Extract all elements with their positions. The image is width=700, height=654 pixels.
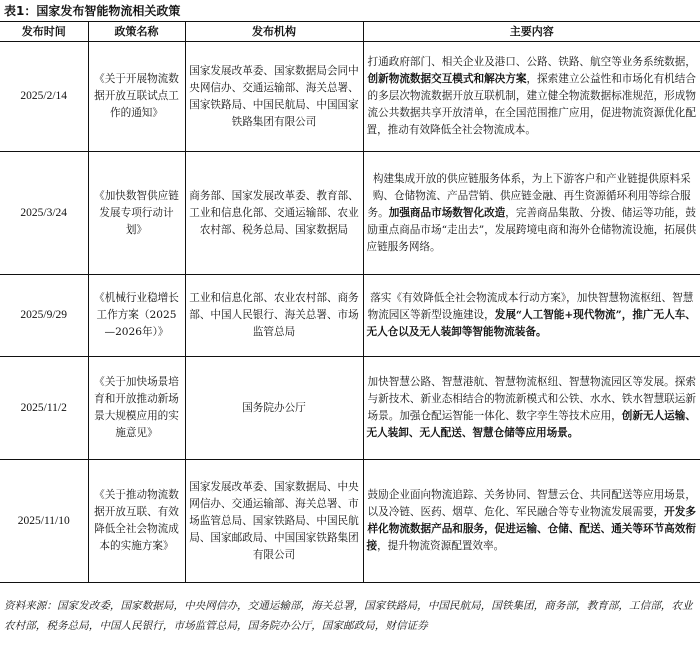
- row-date: 2025/11/10: [0, 460, 88, 583]
- content-text: 鼓励企业面向物流追踪、关务协同、智慧云仓、共同配送等应用场景，以及冷链、医药、烟草、危化、军民融合等专业物流发展需要，: [367, 489, 696, 518]
- table-row: [0, 42, 700, 152]
- table-row: [0, 357, 700, 460]
- content-emphasis: 发展“人工智能+现代物流”，推广无人车、无人仓以及无人装卸等智能物流装备。: [366, 309, 696, 338]
- row-policy-name: 《机械行业稳增长工作方案（2025—2026年）》: [88, 275, 185, 357]
- row-issuer: 国家发展改革委、国家数据局会同中央网信办、交通运输部、海关总署、国家铁路局、中国民航局、中国国家铁路集团有限公司: [185, 42, 363, 152]
- content-emphasis: 创新无人运输、无人装卸、无人配送、智慧仓储等应用场景。: [366, 410, 696, 439]
- row-main-content: [363, 275, 700, 357]
- content-text: 构建集成开放的供应链服务体系，为上下游客户和产业链提供原料采购、仓储物流、产品营销、供应链金融、再生资源循环利用等综合服务。: [367, 172, 691, 219]
- row-main-content: [363, 152, 700, 275]
- row-main-content: [363, 460, 700, 583]
- row-policy-name: 《关于开展物流数据开放互联试点工作的通知》: [88, 42, 185, 152]
- header-policy-name: 政策名称: [88, 22, 185, 42]
- row-date: 2025/9/29: [0, 275, 88, 357]
- row-policy-name: 《关于推动物流数据开放互联、有效降低全社会物流成本的实施方案》: [88, 460, 185, 583]
- table-row: [0, 460, 700, 583]
- row-issuer: 商务部、国家发展改革委、教育部、工业和信息化部、交通运输部、农业农村部、税务总局、国家数据局: [185, 152, 363, 275]
- policy-table: [0, 21, 700, 583]
- row-date: 2025/3/24: [0, 152, 88, 275]
- content-emphasis: 创新物流数据交互模式和解决方案: [367, 73, 527, 85]
- header-date: 发布时间: [0, 22, 88, 42]
- row-main-content: [363, 357, 700, 460]
- row-issuer: 国家发展改革委、国家数据局、中央网信办、交通运输部、海关总署、市场监管总局、国家铁路局、中国民航局、国家邮政局、中国国家铁路集团有限公司: [185, 460, 363, 583]
- table-caption: 表1：国家发布智能物流相关政策: [4, 4, 181, 18]
- content-emphasis: 加强商品市场数智化改造: [388, 206, 506, 219]
- row-main-content: [363, 42, 700, 152]
- row-policy-name: 《关于加快场景培育和开放推动新场景大规模应用的实施意见》: [88, 357, 185, 460]
- table-row: [0, 152, 700, 275]
- content-text: ，提升物流资源配置效率。: [377, 540, 505, 552]
- content-text: 加快智慧公路、智慧港航、智慧物流枢纽、智慧物流园区等发展。探索与新技术、新业态相结合的物流新模式和公铁、水水、铁水智慧联运新场景。加强仓配运智能一体化、数字孪生等技术应用，: [367, 376, 696, 422]
- header-issuer: 发布机构: [185, 22, 363, 42]
- content-text: 打通政府部门、相关企业及港口、公路、铁路、航空等业务系统数据，: [367, 56, 696, 68]
- row-date: 2025/11/2: [0, 357, 88, 460]
- row-issuer: 国务院办公厅: [185, 357, 363, 460]
- content-text: ，完善商品集散、分拨、储运等功能，鼓励重点商品市场“走出去”，发展跨境电商和海外仓储物流设施，拓展供应链服务网络。: [366, 206, 697, 253]
- table-header-row: [0, 22, 700, 42]
- table-row: [0, 275, 700, 357]
- row-issuer: 工业和信息化部、农业农村部、商务部、中国人民银行、海关总署、市场监管总局: [185, 275, 363, 357]
- row-policy-name: 《加快数智供应链发展专项行动计划》: [88, 152, 185, 275]
- row-date: 2025/2/14: [0, 42, 88, 152]
- content-text: ，探索建立公益性和市场化有机结合的多层次物流数据开放互联机制，建立健全物流数据标准规范，形成物流公共数据共享开放清单，在全国范围推广应用，促进物流资源优化配置，推动有效降低全社会物流成本。: [366, 73, 696, 136]
- content-emphasis: 开发多样化物流数据产品和服务，促进运输、仓储、配送、通关等环节高效衔接: [366, 506, 696, 552]
- source-note: 资料来源：国家发改委，国家数据局，中央网信办，交通运输部，海关总署，国家铁路局，中国民航局，国铁集团，商务部，教育部，工信部，农业农村部，税务总局，中国人民银行，市场监管总局，国务院办公厅，国家邮政局，财信证券: [4, 600, 693, 632]
- header-main-content: 主要内容: [363, 22, 700, 42]
- content-text: 落实《有效降低全社会物流成本行动方案》，加快智慧物流枢纽、智慧物流园区等新型设施建设，: [367, 292, 694, 321]
